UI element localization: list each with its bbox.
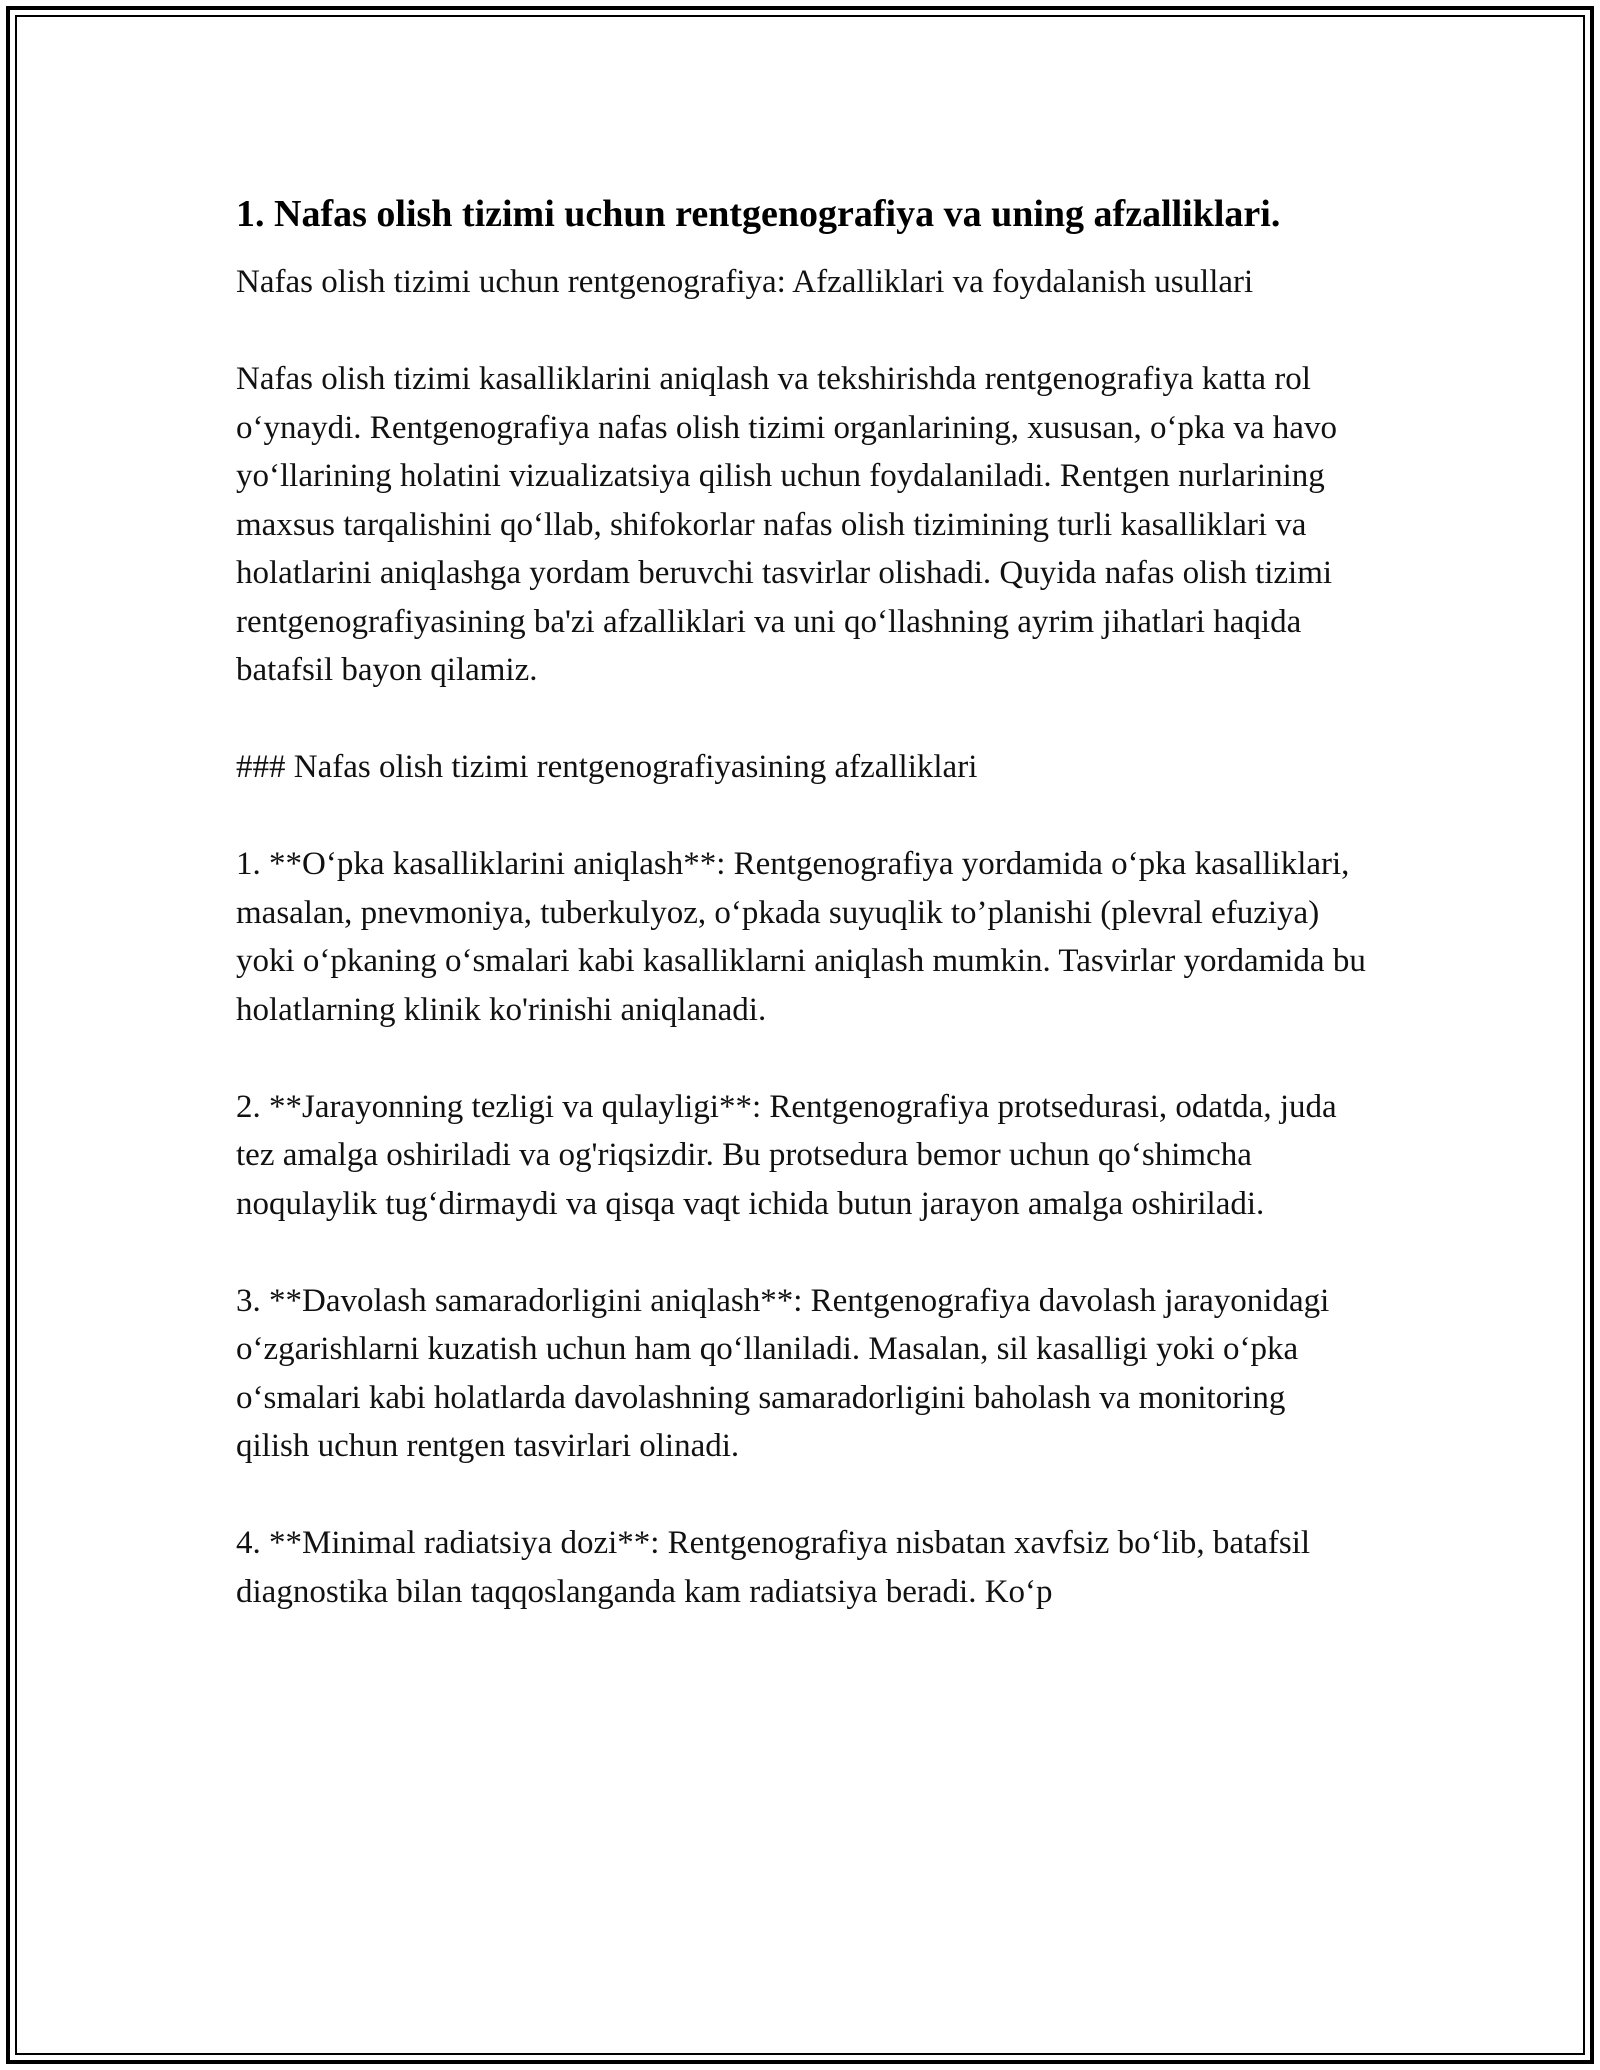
document-body: [236, 186, 1366, 1665]
document-subtitle: Nafas olish tizimi uchun rentgenografiya: Afzalliklari va foydalanish usullari: [236, 264, 1254, 300]
list-item: 4. **Minimal radiatsiya dozi**: Rentgenografiya nisbatan xavfsiz bo‘lib, batafsil diagnostika bilan taqqoslanganda kam radiatsiya beradi. Ko‘p: [236, 1525, 1311, 1610]
section-heading: ### Nafas olish tizimi rentgenografiyasining afzalliklari: [236, 749, 978, 785]
list-item: 2. **Jarayonning tezligi va qulayligi**: Rentgenografiya protsedurasi, odatda, juda tez amalga oshiriladi va og'riqsizdir. Bu protsedura bemor uchun qo‘shimcha noqulaylik tug‘dirmaydi va qisqa vaqt ichida butun jarayon amalga oshiriladi.: [236, 1088, 1337, 1222]
list-item: 1. **O‘pka kasalliklarini aniqlash**: Rentgenografiya yordamida o‘pka kasalliklari, masalan, pnevmoniya, tuberkulyoz, o‘pkada suyuqlik to’planishi (plevral efuziya) yoki o‘pkaning o‘smalari kabi kasalliklarni aniqlash mumkin. Tasvirlar yordamida bu holatlarning klinik ko'rinishi aniqlanadi.: [236, 846, 1366, 1028]
document-title: 1. Nafas olish tizimi uchun rentgenografiya va uning afzalliklari.: [236, 193, 1281, 235]
list-item: 3. **Davolash samaradorligini aniqlash**: Rentgenografiya davolash jarayonidagi o‘zgarishlarni kuzatish uchun ham qo‘llaniladi. Masalan, sil kasalligi yoki o‘pka o‘smalari kabi holatlarda davolashning samaradorligini baholash va monitoring qilish uchun rentgen tasvirlari olinadi.: [236, 1282, 1330, 1464]
intro-paragraph: Nafas olish tizimi kasalliklarini aniqlash va tekshirishda rentgenografiya katta rol o‘ynaydi. Rentgenografiya nafas olish tizimi organlarining, xususan, o‘pka va havo yo‘llarining holatini vizualizatsiya qilish uchun foydalaniladi. Rentgen nurlarining maxsus tarqalishini qo‘llab, shifokorlar nafas olish tizimining turli kasalliklari va holatlarini aniqlashga yordam beruvchi tasvirlar olishadi. Quyida nafas olish tizimi rentgenografiyasining ba'zi afzalliklari va uni qo‘llashning ayrim jihatlari haqida batafsil bayon qilamiz.: [236, 361, 1337, 688]
